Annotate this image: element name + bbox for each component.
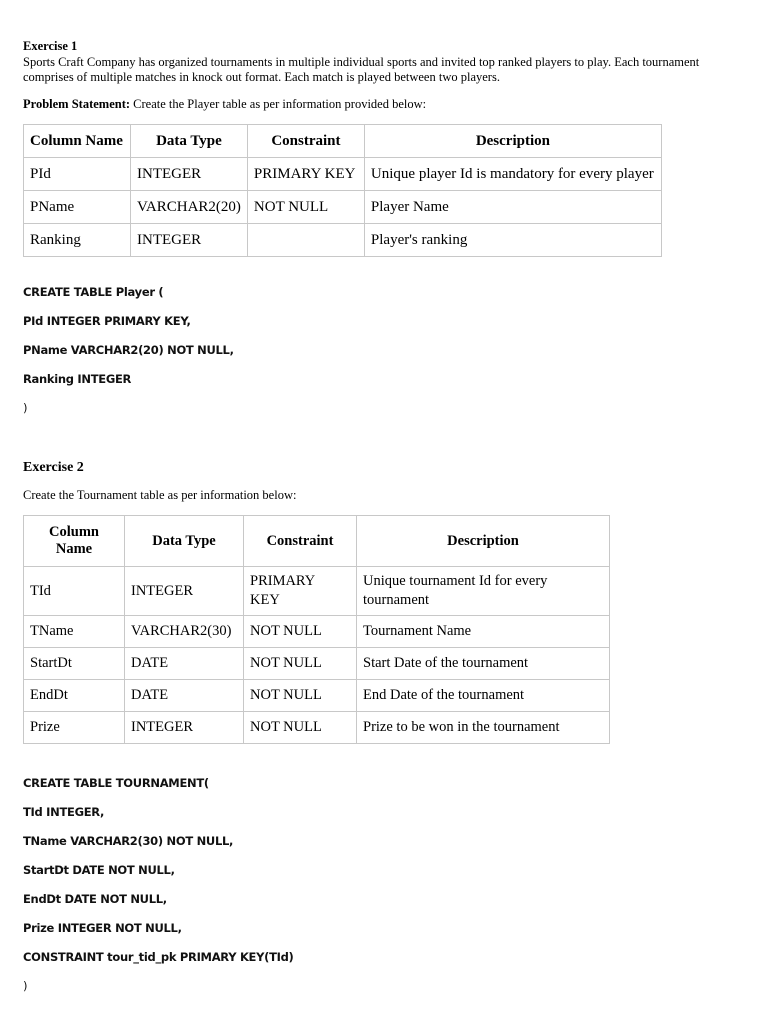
table-row <box>24 191 662 224</box>
cell-data-type: DATE <box>125 648 244 680</box>
cell-data-type: DATE <box>125 680 244 712</box>
code-line: ) <box>23 401 28 415</box>
table-row <box>24 567 610 616</box>
cell-data-type: INTEGER <box>131 224 248 257</box>
cell-constraint: PRIMARY KEY <box>247 158 364 191</box>
exercise1-intro-line1: Sports Craft Company has organized tournaments in multiple individual sports and invited top ranked players to play. Each tournament <box>23 55 700 69</box>
code-line: TName VARCHAR2(30) NOT NULL, <box>23 834 234 848</box>
table-row <box>24 680 610 712</box>
header-column-name <box>24 516 125 567</box>
cell-constraint: NOT NULL <box>244 712 357 744</box>
header-column-name: Column Name <box>24 125 131 158</box>
cell-column-name: TId <box>24 567 125 616</box>
cell-data-type: INTEGER <box>125 567 244 616</box>
cell-constraint: NOT NULL <box>244 680 357 712</box>
cell-column-name: StartDt <box>24 648 125 680</box>
code-line: StartDt DATE NOT NULL, <box>23 863 175 877</box>
header-description: Description <box>364 125 661 158</box>
problem-statement-label: Problem Statement: <box>23 97 131 111</box>
cell-column-name: TName <box>24 616 125 648</box>
code-line: ) <box>23 979 28 993</box>
code-line: CONSTRAINT tour_tid_pk PRIMARY KEY(TId) <box>23 950 294 964</box>
cell-description: Start Date of the tournament <box>357 648 610 680</box>
header-constraint: Constraint <box>244 516 357 567</box>
cell-column-name: PName <box>24 191 131 224</box>
cell-constraint-text: PRIMARY KEY <box>250 573 315 608</box>
code-line: CREATE TABLE Player ( <box>23 285 164 299</box>
code-line: PName VARCHAR2(20) NOT NULL, <box>23 343 234 357</box>
code-line: TId INTEGER, <box>23 805 105 819</box>
table-row <box>24 648 610 680</box>
cell-description: Tournament Name <box>357 616 610 648</box>
cell-data-type: INTEGER <box>125 712 244 744</box>
table-header-row <box>24 516 610 567</box>
exercise1-intro-line2: comprises of multiple matches in knock out format. Each match is played between two players. <box>23 70 500 84</box>
cell-constraint: NOT NULL <box>247 191 364 224</box>
cell-column-name: EndDt <box>24 680 125 712</box>
player-table <box>23 124 662 257</box>
code-line: CREATE TABLE TOURNAMENT( <box>23 776 209 790</box>
cell-constraint: NOT NULL <box>244 648 357 680</box>
cell-description: Player's ranking <box>364 224 661 257</box>
table-row <box>24 158 662 191</box>
code-line: EndDt DATE NOT NULL, <box>23 892 167 906</box>
table-row <box>24 616 610 648</box>
cell-constraint: NOT NULL <box>244 616 357 648</box>
exercise1-intro <box>23 55 753 85</box>
code-line: Ranking INTEGER <box>23 372 132 386</box>
cell-description-text: Unique tournament Id for every tournament <box>363 573 548 608</box>
problem-statement <box>23 97 753 112</box>
table-header-row <box>24 125 662 158</box>
table-row <box>24 712 610 744</box>
cell-description <box>357 567 610 616</box>
code-line: PId INTEGER PRIMARY KEY, <box>23 314 191 328</box>
cell-constraint <box>244 567 357 616</box>
cell-description: Player Name <box>364 191 661 224</box>
header-column-name-text: Column Name <box>49 524 99 557</box>
header-constraint: Constraint <box>247 125 364 158</box>
table-row <box>24 224 662 257</box>
cell-description: End Date of the tournament <box>357 680 610 712</box>
tournament-table <box>23 515 610 744</box>
header-data-type: Data Type <box>125 516 244 567</box>
problem-statement-text: Create the Player table as per information provided below: <box>130 97 427 111</box>
cell-description: Prize to be won in the tournament <box>357 712 610 744</box>
cell-data-type: VARCHAR2(30) <box>125 616 244 648</box>
cell-data-type: VARCHAR2(20) <box>131 191 248 224</box>
cell-description: Unique player Id is mandatory for every player <box>364 158 661 191</box>
header-data-type: Data Type <box>131 125 248 158</box>
exercise2-intro: Create the Tournament table as per information below: <box>23 488 297 502</box>
cell-constraint <box>247 224 364 257</box>
cell-column-name: Prize <box>24 712 125 744</box>
code-line: Prize INTEGER NOT NULL, <box>23 921 182 935</box>
cell-data-type: INTEGER <box>131 158 248 191</box>
header-description: Description <box>357 516 610 567</box>
cell-column-name: PId <box>24 158 131 191</box>
cell-column-name: Ranking <box>24 224 131 257</box>
exercise1-title: Exercise 1 <box>23 39 78 53</box>
exercise2-title: Exercise 2 <box>23 460 84 475</box>
